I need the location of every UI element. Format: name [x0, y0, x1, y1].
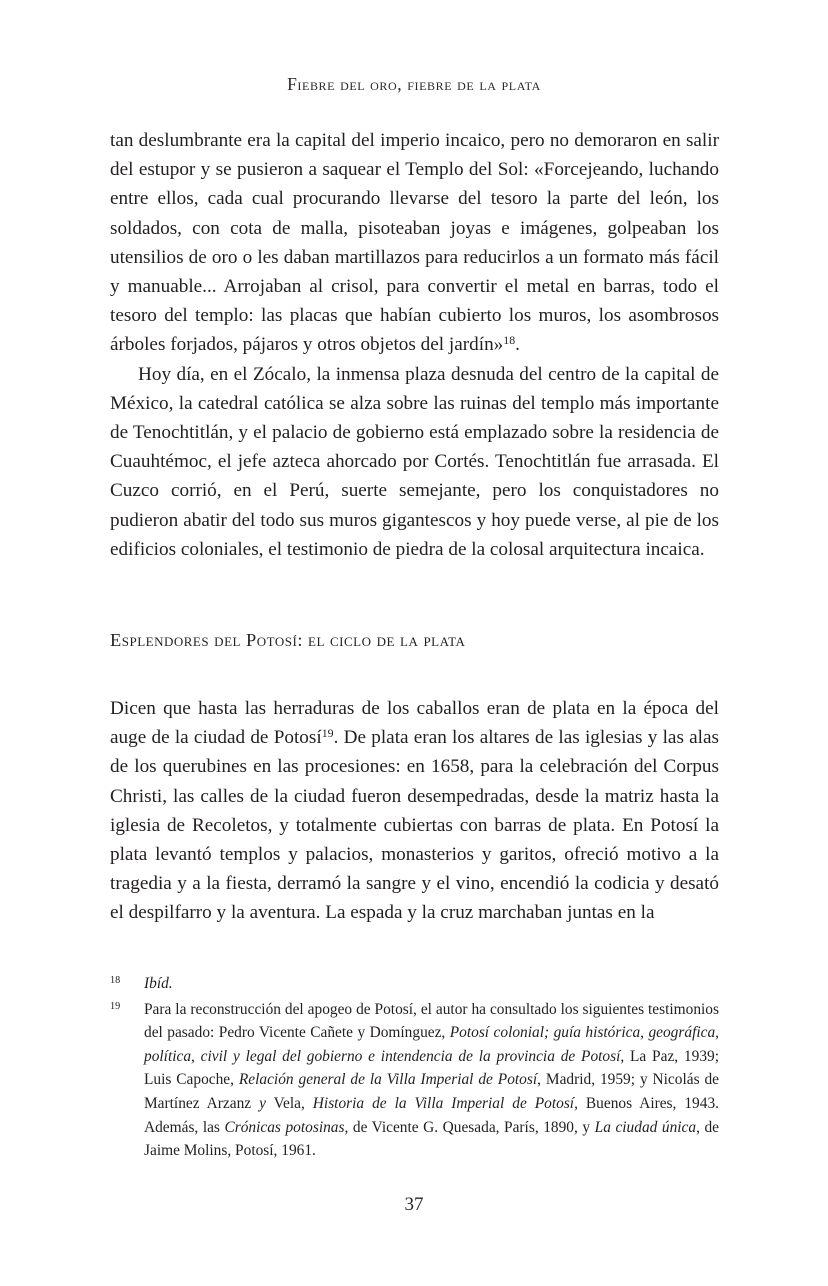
paragraph-3-text-b: . De plata eran los altares de las iglesias y las alas de los querubines en las procesiones: en 1658, para la celebración del Corpus Christi, las calles de la ciudad fueron desempedradas, desde la matriz hasta la iglesia de Recoletos, y totalmente cubiertas con barras de plata. En Potosí la plata levantó templos y palacios, monasterios y garitos, ofreció motivo a la tragedia y a la fiesta, derramó la sangre y el vino, encendió la codicia y desató el despilfarro y la aventura. La espada y la cruz marchaban juntas en la [110, 727, 719, 924]
heading-spacer-below [110, 653, 719, 694]
footnote-text: Ibíd. [144, 975, 173, 992]
footnote-number: 19 [110, 1000, 121, 1012]
footnote-item [110, 998, 719, 1163]
running-header: Fiebre del oro, fiebre de la plata [287, 74, 541, 94]
footnote-reference-18[interactable]: 18 [503, 333, 516, 348]
footnotes-block [110, 972, 719, 1165]
paragraph-potosi [110, 694, 719, 928]
section-heading: Esplendores del Potosí: el ciclo de la plata [110, 630, 466, 651]
footnote-item [110, 972, 719, 996]
paragraph-1-text: tan deslumbrante era la capital del imperio incaico, pero no demoraron en salir del estupor y se pusieron a saquear el Templo del Sol: «Forcejeando, luchando entre ellos, cada cual procurando llevarse del tesoro la parte del león, los soldados, con cota de malla, pisoteaban joyas e imágenes, golpeaban los utensilios de oro o les daban martillazos para reducirlos a un formato más fácil y manuable... Arrojaban al crisol, para convertir el metal en barras, todo el tesoro del templo: las placas que habían cubierto los muros, los asombrosos árboles forjados, pájaros y otros objetos del jardín» [110, 130, 719, 356]
paragraph-zocalo: Hoy día, en el Zócalo, la inmensa plaza desnuda del centro de la capital de México, la catedral católica se alza sobre las ruinas del templo más importante de Tenochtitlán, y el palacio de gobierno está emplazado sobre la residencia de Cuauhtémoc, el jefe azteca ahorcado por Cortés. Tenochtitlán fue arrasada. El Cuzco corrió, en el Perú, suerte semejante, pero los conquistadores no pudieron abatir del todo sus muros gigantescos y hoy puede verse, al pie de los edificios coloniales, el testimonio de piedra de la colosal arquitectura incaica. [110, 363, 719, 560]
text-column [110, 126, 719, 928]
page-number: 37 [404, 1194, 424, 1215]
footnote-number: 18 [110, 975, 121, 986]
paragraph-continuation [110, 126, 719, 360]
footnote-reference-19[interactable]: 19 [321, 726, 334, 741]
heading-spacer-above [110, 564, 719, 627]
paragraph-3-text-a: Dicen que hasta las herraduras de los caballos eran de plata en la época del auge de la ciudad de Potosí [110, 698, 719, 749]
paragraph-1-tail: . [515, 334, 520, 356]
footnote-text: Para la reconstrucción del apogeo de Potosí, el autor ha consultado los siguientes testimonios del pasado: Pedro Vicente Cañete y Domínguez, Potosí colonial; guía histórica, geográfica, política, civil y legal del gobierno e intendencia de la provincia de Potosí, La Paz, 1939; Luis Capoche, Relación general de la Villa Imperial de Potosí, Madrid, 1959; y Nicolás de Martínez Arzanz y Vela, Historia de la Villa Imperial de Potosí, Buenos Aires, 1943. Además, las Crónicas potosinas, de Vicente G. Quesada, París, 1890, y La ciudad única, de Jaime Molins, Potosí, 1961. [144, 1000, 719, 1160]
